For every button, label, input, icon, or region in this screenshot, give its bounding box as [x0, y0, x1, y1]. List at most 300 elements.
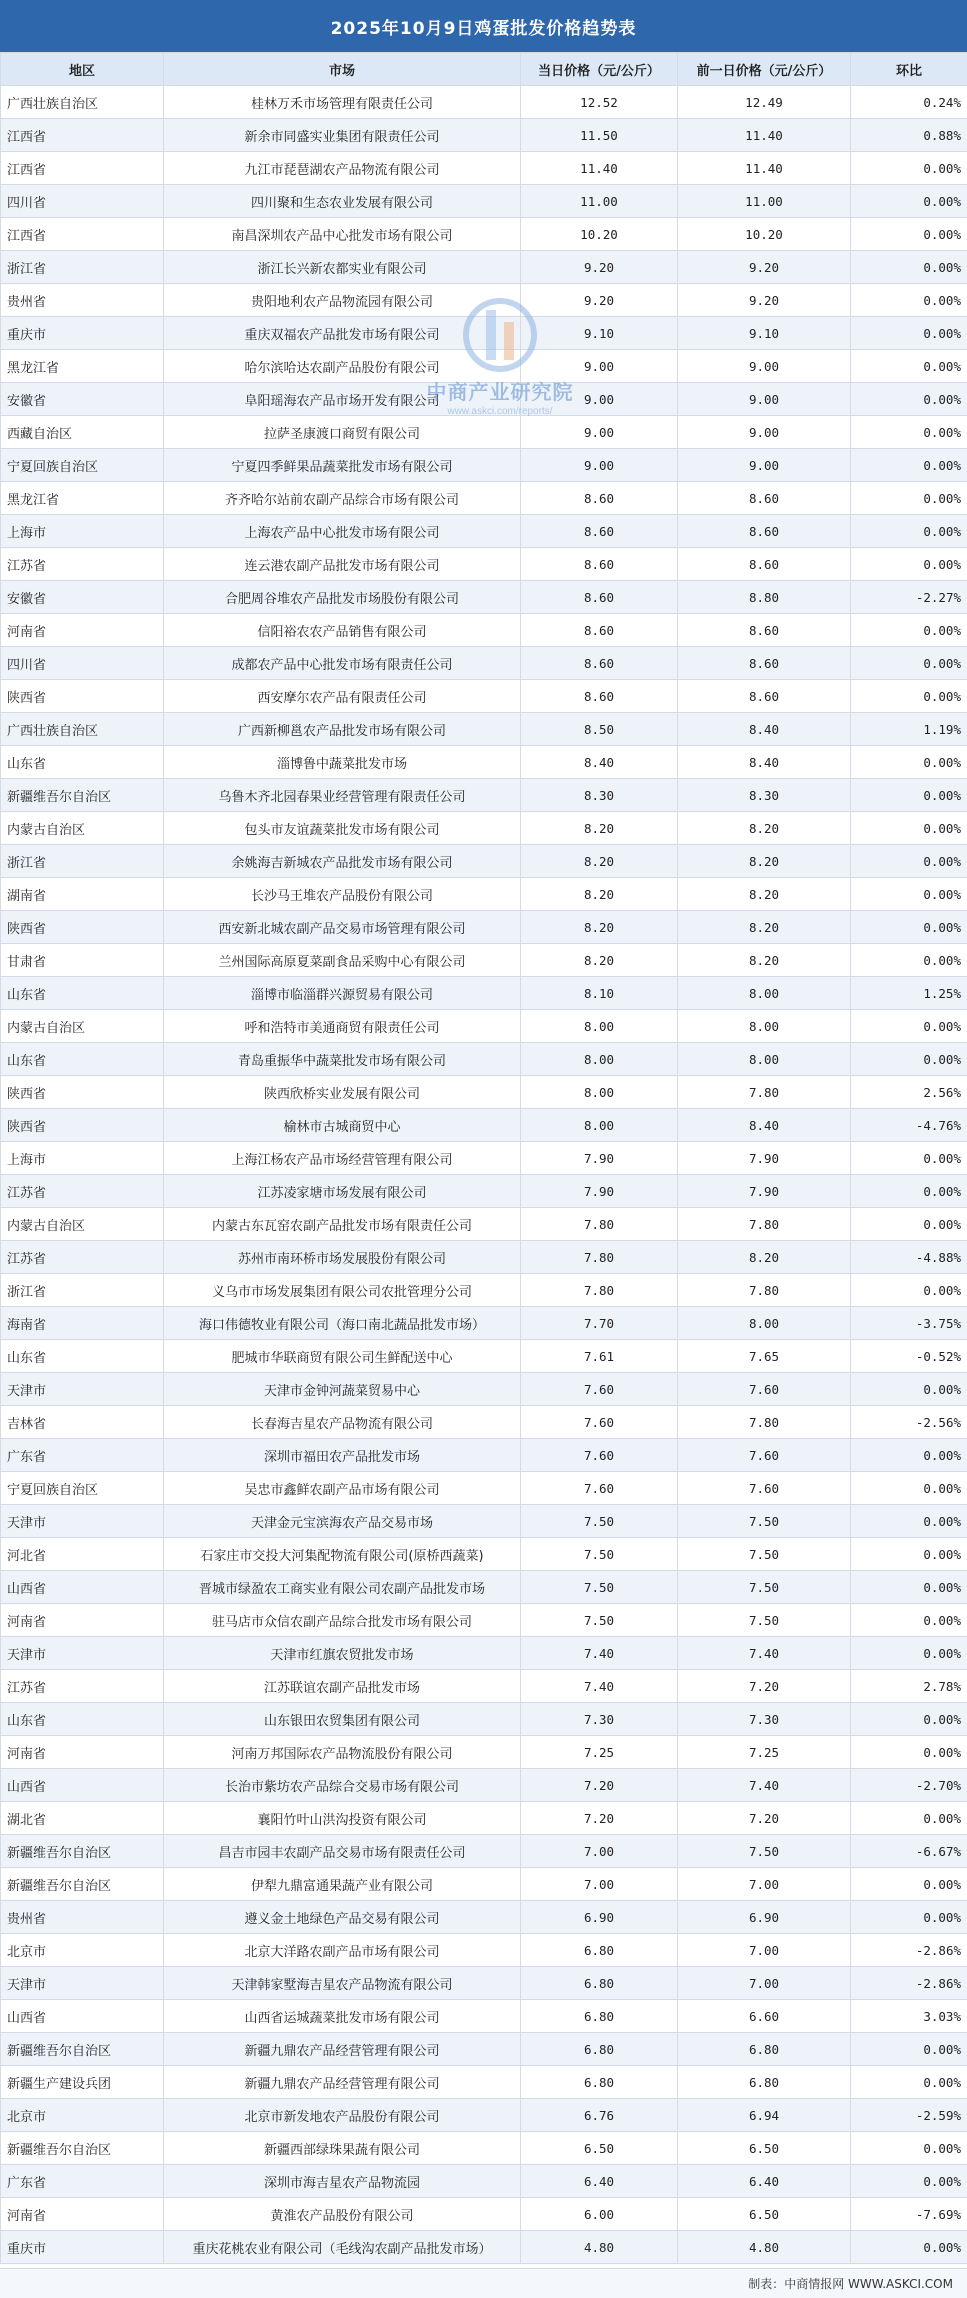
table-row — [1, 2165, 967, 2198]
prev-price-cell: 7.20 — [678, 1670, 851, 1703]
prev-price-cell: 8.60 — [678, 548, 851, 581]
region-cell: 天津市 — [1, 1505, 164, 1538]
region-cell: 天津市 — [1, 1373, 164, 1406]
market-cell: 伊犁九鼎富通果蔬产业有限公司 — [164, 1868, 521, 1901]
market-cell: 北京大洋路农副产品市场有限公司 — [164, 1934, 521, 1967]
today-price-cell: 7.80 — [521, 1274, 678, 1307]
market-cell: 长治市紫坊农产品综合交易市场有限公司 — [164, 1769, 521, 1802]
table-row — [1, 2198, 967, 2231]
region-cell: 江苏省 — [1, 1670, 164, 1703]
ratio-cell: 0.00% — [851, 1571, 967, 1604]
prev-price-cell: 8.20 — [678, 911, 851, 944]
prev-price-cell: 7.60 — [678, 1373, 851, 1406]
ratio-cell: -0.52% — [851, 1340, 967, 1373]
market-cell: 上海江杨农产品市场经营管理有限公司 — [164, 1142, 521, 1175]
market-cell: 山东银田农贸集团有限公司 — [164, 1703, 521, 1736]
table-row — [1, 515, 967, 548]
table-row — [1, 284, 967, 317]
ratio-cell: 0.24% — [851, 86, 967, 119]
prev-price-cell: 4.80 — [678, 2231, 851, 2264]
region-cell: 天津市 — [1, 1637, 164, 1670]
ratio-cell: 0.00% — [851, 482, 967, 515]
prev-price-cell: 7.00 — [678, 1868, 851, 1901]
prev-price-cell: 7.50 — [678, 1571, 851, 1604]
region-cell: 江苏省 — [1, 1175, 164, 1208]
ratio-cell: -2.86% — [851, 1934, 967, 1967]
market-cell: 信阳裕农农产品销售有限公司 — [164, 614, 521, 647]
market-cell: 驻马店市众信农副产品综合批发市场有限公司 — [164, 1604, 521, 1637]
prev-price-cell: 7.50 — [678, 1538, 851, 1571]
table-row — [1, 1043, 967, 1076]
table-row — [1, 2132, 967, 2165]
today-price-cell: 7.40 — [521, 1637, 678, 1670]
today-price-cell: 6.80 — [521, 2000, 678, 2033]
ratio-cell: 0.00% — [851, 218, 967, 251]
ratio-cell: 0.00% — [851, 383, 967, 416]
prev-price-cell: 7.80 — [678, 1076, 851, 1109]
prev-price-cell: 7.60 — [678, 1439, 851, 1472]
market-cell: 深圳市海吉星农产品物流园 — [164, 2165, 521, 2198]
prev-price-cell: 7.00 — [678, 1934, 851, 1967]
prev-price-cell: 7.80 — [678, 1406, 851, 1439]
ratio-cell: 0.00% — [851, 1208, 967, 1241]
today-price-cell: 8.00 — [521, 1043, 678, 1076]
prev-price-cell: 7.00 — [678, 1967, 851, 2000]
table-row — [1, 614, 967, 647]
table-row — [1, 746, 967, 779]
region-cell: 贵州省 — [1, 1901, 164, 1934]
today-price-cell: 8.50 — [521, 713, 678, 746]
region-cell: 西藏自治区 — [1, 416, 164, 449]
today-price-cell: 10.20 — [521, 218, 678, 251]
ratio-cell: 0.00% — [851, 1142, 967, 1175]
today-price-cell: 8.60 — [521, 614, 678, 647]
region-cell: 重庆市 — [1, 2231, 164, 2264]
prev-price-cell: 6.80 — [678, 2066, 851, 2099]
today-price-cell: 9.00 — [521, 449, 678, 482]
prev-price-cell: 9.00 — [678, 350, 851, 383]
region-cell: 黑龙江省 — [1, 482, 164, 515]
table-body — [1, 86, 967, 2264]
ratio-cell: 0.00% — [851, 1637, 967, 1670]
ratio-cell: 0.00% — [851, 515, 967, 548]
market-cell: 内蒙古东瓦窑农副产品批发市场有限责任公司 — [164, 1208, 521, 1241]
ratio-cell: 2.78% — [851, 1670, 967, 1703]
market-cell: 天津韩家墅海吉星农产品物流有限公司 — [164, 1967, 521, 2000]
today-price-cell: 11.50 — [521, 119, 678, 152]
today-price-cell: 8.60 — [521, 581, 678, 614]
market-cell: 苏州市南环桥市场发展股份有限公司 — [164, 1241, 521, 1274]
region-cell: 江苏省 — [1, 1241, 164, 1274]
ratio-cell: 0.00% — [851, 812, 967, 845]
market-cell: 广西新柳邕农产品批发市场有限公司 — [164, 713, 521, 746]
market-cell: 江苏联谊农副产品批发市场 — [164, 1670, 521, 1703]
column-header-region: 地区 — [1, 53, 164, 86]
market-cell: 吴忠市鑫鲜农副产品市场有限公司 — [164, 1472, 521, 1505]
table-row — [1, 1109, 967, 1142]
region-cell: 河南省 — [1, 2198, 164, 2231]
today-price-cell: 8.20 — [521, 845, 678, 878]
region-cell: 山东省 — [1, 1043, 164, 1076]
market-cell: 青岛重振华中蔬菜批发市场有限公司 — [164, 1043, 521, 1076]
market-cell: 遵义金土地绿色产品交易有限公司 — [164, 1901, 521, 1934]
column-header-market: 市场 — [164, 53, 521, 86]
table-row — [1, 416, 967, 449]
market-cell: 河南万邦国际农产品物流股份有限公司 — [164, 1736, 521, 1769]
today-price-cell: 7.50 — [521, 1571, 678, 1604]
ratio-cell: -2.86% — [851, 1967, 967, 2000]
ratio-cell: 0.00% — [851, 647, 967, 680]
today-price-cell: 7.00 — [521, 1835, 678, 1868]
ratio-cell: 0.00% — [851, 1043, 967, 1076]
region-cell: 江苏省 — [1, 548, 164, 581]
market-cell: 西安摩尔农产品有限责任公司 — [164, 680, 521, 713]
region-cell: 内蒙古自治区 — [1, 1208, 164, 1241]
prev-price-cell: 12.49 — [678, 86, 851, 119]
table-row — [1, 1670, 967, 1703]
today-price-cell: 6.80 — [521, 2033, 678, 2066]
region-cell: 宁夏回族自治区 — [1, 1472, 164, 1505]
market-cell: 海口伟德牧业有限公司（海口南北蔬品批发市场） — [164, 1307, 521, 1340]
ratio-cell: 0.00% — [851, 2231, 967, 2264]
today-price-cell: 9.00 — [521, 416, 678, 449]
ratio-cell: 0.00% — [851, 1538, 967, 1571]
region-cell: 山西省 — [1, 2000, 164, 2033]
prev-price-cell: 8.80 — [678, 581, 851, 614]
table-row — [1, 449, 967, 482]
prev-price-cell: 8.40 — [678, 746, 851, 779]
today-price-cell: 8.00 — [521, 1010, 678, 1043]
ratio-cell: -2.70% — [851, 1769, 967, 1802]
region-cell: 河南省 — [1, 614, 164, 647]
ratio-cell: 0.00% — [851, 1175, 967, 1208]
today-price-cell: 8.20 — [521, 911, 678, 944]
ratio-cell: 0.00% — [851, 317, 967, 350]
prev-price-cell: 8.60 — [678, 515, 851, 548]
prev-price-cell: 7.50 — [678, 1604, 851, 1637]
region-cell: 安徽省 — [1, 383, 164, 416]
market-cell: 西安新北城农副产品交易市场管理有限公司 — [164, 911, 521, 944]
today-price-cell: 8.60 — [521, 548, 678, 581]
ratio-cell: 3.03% — [851, 2000, 967, 2033]
today-price-cell: 6.80 — [521, 2066, 678, 2099]
ratio-cell: -4.76% — [851, 1109, 967, 1142]
today-price-cell: 11.00 — [521, 185, 678, 218]
ratio-cell: -2.59% — [851, 2099, 967, 2132]
ratio-cell: 0.00% — [851, 680, 967, 713]
region-cell: 山东省 — [1, 977, 164, 1010]
prev-price-cell: 7.40 — [678, 1769, 851, 1802]
region-cell: 浙江省 — [1, 1274, 164, 1307]
table-row — [1, 548, 967, 581]
table-row — [1, 2033, 967, 2066]
prev-price-cell: 7.65 — [678, 1340, 851, 1373]
market-cell: 天津市金钟河蔬菜贸易中心 — [164, 1373, 521, 1406]
table-row — [1, 1769, 967, 1802]
ratio-cell: 1.19% — [851, 713, 967, 746]
prev-price-cell: 6.50 — [678, 2198, 851, 2231]
ratio-cell: 0.00% — [851, 1703, 967, 1736]
today-price-cell: 8.20 — [521, 944, 678, 977]
prev-price-cell: 8.40 — [678, 713, 851, 746]
region-cell: 湖北省 — [1, 1802, 164, 1835]
region-cell: 陕西省 — [1, 1109, 164, 1142]
market-cell: 成都农产品中心批发市场有限责任公司 — [164, 647, 521, 680]
table-row — [1, 185, 967, 218]
region-cell: 新疆生产建设兵团 — [1, 2066, 164, 2099]
table-row — [1, 1637, 967, 1670]
today-price-cell: 7.60 — [521, 1472, 678, 1505]
today-price-cell: 9.20 — [521, 284, 678, 317]
prev-price-cell: 8.20 — [678, 845, 851, 878]
today-price-cell: 7.70 — [521, 1307, 678, 1340]
today-price-cell: 7.00 — [521, 1868, 678, 1901]
ratio-cell: 0.00% — [851, 548, 967, 581]
table-row — [1, 1373, 967, 1406]
prev-price-cell: 9.00 — [678, 416, 851, 449]
market-cell: 九江市琵琶湖农产品物流有限公司 — [164, 152, 521, 185]
ratio-cell: -2.56% — [851, 1406, 967, 1439]
market-cell: 新疆西部绿珠果蔬有限公司 — [164, 2132, 521, 2165]
prev-price-cell: 6.50 — [678, 2132, 851, 2165]
table-row — [1, 1505, 967, 1538]
today-price-cell: 9.00 — [521, 350, 678, 383]
today-price-cell: 11.40 — [521, 152, 678, 185]
today-price-cell: 8.20 — [521, 812, 678, 845]
region-cell: 广东省 — [1, 1439, 164, 1472]
table-row — [1, 1010, 967, 1043]
region-cell: 山西省 — [1, 1769, 164, 1802]
ratio-cell: 0.00% — [851, 746, 967, 779]
region-cell: 广西壮族自治区 — [1, 713, 164, 746]
table-row — [1, 317, 967, 350]
table-row — [1, 878, 967, 911]
region-cell: 广东省 — [1, 2165, 164, 2198]
table-row — [1, 2000, 967, 2033]
today-price-cell: 7.80 — [521, 1241, 678, 1274]
market-cell: 长沙马王堆农产品股份有限公司 — [164, 878, 521, 911]
prev-price-cell: 7.40 — [678, 1637, 851, 1670]
market-cell: 淄博鲁中蔬菜批发市场 — [164, 746, 521, 779]
ratio-cell: 0.00% — [851, 1472, 967, 1505]
prev-price-cell: 6.80 — [678, 2033, 851, 2066]
market-cell: 天津金元宝滨海农产品交易市场 — [164, 1505, 521, 1538]
region-cell: 北京市 — [1, 2099, 164, 2132]
ratio-cell: -3.75% — [851, 1307, 967, 1340]
today-price-cell: 7.90 — [521, 1142, 678, 1175]
prev-price-cell: 11.40 — [678, 152, 851, 185]
today-price-cell: 7.40 — [521, 1670, 678, 1703]
ratio-cell: 0.00% — [851, 1010, 967, 1043]
prev-price-cell: 9.00 — [678, 383, 851, 416]
table-row — [1, 1406, 967, 1439]
table-row — [1, 1868, 967, 1901]
prev-price-cell: 11.00 — [678, 185, 851, 218]
table-row — [1, 680, 967, 713]
ratio-cell: 0.00% — [851, 911, 967, 944]
region-cell: 广西壮族自治区 — [1, 86, 164, 119]
table-row — [1, 119, 967, 152]
table-row — [1, 911, 967, 944]
market-cell: 北京市新发地农产品股份有限公司 — [164, 2099, 521, 2132]
prev-price-cell: 7.20 — [678, 1802, 851, 1835]
today-price-cell: 7.20 — [521, 1802, 678, 1835]
market-cell: 新疆九鼎农产品经营管理有限公司 — [164, 2033, 521, 2066]
today-price-cell: 6.40 — [521, 2165, 678, 2198]
market-cell: 榆林市古城商贸中心 — [164, 1109, 521, 1142]
ratio-cell: -4.88% — [851, 1241, 967, 1274]
ratio-cell: 0.00% — [851, 1274, 967, 1307]
table-row — [1, 1175, 967, 1208]
prev-price-cell: 8.20 — [678, 812, 851, 845]
today-price-cell: 9.10 — [521, 317, 678, 350]
today-price-cell: 7.25 — [521, 1736, 678, 1769]
region-cell: 江西省 — [1, 152, 164, 185]
table-row — [1, 1142, 967, 1175]
ratio-cell: 0.00% — [851, 1505, 967, 1538]
table-row — [1, 977, 967, 1010]
ratio-cell: 0.00% — [851, 251, 967, 284]
table-row — [1, 1307, 967, 1340]
table-row — [1, 647, 967, 680]
market-cell: 深圳市福田农产品批发市场 — [164, 1439, 521, 1472]
market-cell: 石家庄市交投大河集配物流有限公司(原桥西蔬菜) — [164, 1538, 521, 1571]
today-price-cell: 8.40 — [521, 746, 678, 779]
region-cell: 海南省 — [1, 1307, 164, 1340]
ratio-cell: -6.67% — [851, 1835, 967, 1868]
market-cell: 新余市同盛实业集团有限责任公司 — [164, 119, 521, 152]
table-row — [1, 1604, 967, 1637]
region-cell: 陕西省 — [1, 680, 164, 713]
ratio-cell: -2.27% — [851, 581, 967, 614]
region-cell: 山东省 — [1, 1340, 164, 1373]
prev-price-cell: 7.50 — [678, 1505, 851, 1538]
prev-price-cell: 8.00 — [678, 977, 851, 1010]
table-row — [1, 1340, 967, 1373]
today-price-cell: 7.20 — [521, 1769, 678, 1802]
region-cell: 浙江省 — [1, 845, 164, 878]
region-cell: 江西省 — [1, 119, 164, 152]
ratio-cell: 0.00% — [851, 1802, 967, 1835]
ratio-cell: 0.00% — [851, 185, 967, 218]
prev-price-cell: 7.80 — [678, 1274, 851, 1307]
today-price-cell: 7.60 — [521, 1439, 678, 1472]
today-price-cell: 8.30 — [521, 779, 678, 812]
today-price-cell: 7.90 — [521, 1175, 678, 1208]
column-header-today-price: 当日价格（元/公斤） — [521, 53, 678, 86]
prev-price-cell: 8.60 — [678, 614, 851, 647]
footer-credit: 制表：中商情报网 WWW.ASKCI.COM — [0, 2268, 967, 2298]
today-price-cell: 7.60 — [521, 1373, 678, 1406]
ratio-cell: 0.00% — [851, 2132, 967, 2165]
market-cell: 宁夏四季鲜果品蔬菜批发市场有限公司 — [164, 449, 521, 482]
ratio-cell: -7.69% — [851, 2198, 967, 2231]
market-cell: 陕西欣桥实业发展有限公司 — [164, 1076, 521, 1109]
today-price-cell: 7.60 — [521, 1406, 678, 1439]
ratio-cell: 0.00% — [851, 1868, 967, 1901]
today-price-cell: 6.00 — [521, 2198, 678, 2231]
prev-price-cell: 8.60 — [678, 647, 851, 680]
ratio-cell: 0.00% — [851, 1373, 967, 1406]
region-cell: 四川省 — [1, 185, 164, 218]
region-cell: 河北省 — [1, 1538, 164, 1571]
ratio-cell: 0.00% — [851, 1736, 967, 1769]
prev-price-cell: 8.20 — [678, 944, 851, 977]
market-cell: 肥城市华联商贸有限公司生鲜配送中心 — [164, 1340, 521, 1373]
prev-price-cell: 7.80 — [678, 1208, 851, 1241]
today-price-cell: 8.10 — [521, 977, 678, 1010]
market-cell: 阜阳瑶海农产品市场开发有限公司 — [164, 383, 521, 416]
region-cell: 吉林省 — [1, 1406, 164, 1439]
today-price-cell: 8.00 — [521, 1076, 678, 1109]
table-row — [1, 251, 967, 284]
ratio-cell: 0.00% — [851, 1901, 967, 1934]
region-cell: 陕西省 — [1, 1076, 164, 1109]
region-cell: 四川省 — [1, 647, 164, 680]
table-row — [1, 845, 967, 878]
market-cell: 义乌市市场发展集团有限公司农批管理分公司 — [164, 1274, 521, 1307]
today-price-cell: 7.61 — [521, 1340, 678, 1373]
prev-price-cell: 7.50 — [678, 1835, 851, 1868]
region-cell: 甘肃省 — [1, 944, 164, 977]
prev-price-cell: 11.40 — [678, 119, 851, 152]
market-cell: 包头市友谊蔬菜批发市场有限公司 — [164, 812, 521, 845]
prev-price-cell: 7.90 — [678, 1175, 851, 1208]
ratio-cell: 1.25% — [851, 977, 967, 1010]
table-row — [1, 2066, 967, 2099]
region-cell: 新疆维吾尔自治区 — [1, 2033, 164, 2066]
region-cell: 新疆维吾尔自治区 — [1, 1835, 164, 1868]
region-cell: 陕西省 — [1, 911, 164, 944]
table-row — [1, 1802, 967, 1835]
table-row — [1, 1934, 967, 1967]
prev-price-cell: 7.90 — [678, 1142, 851, 1175]
region-cell: 山东省 — [1, 746, 164, 779]
market-cell: 晋城市绿盈农工商实业有限公司农副产品批发市场 — [164, 1571, 521, 1604]
prev-price-cell: 6.94 — [678, 2099, 851, 2132]
price-table — [0, 52, 967, 2264]
today-price-cell: 8.60 — [521, 647, 678, 680]
today-price-cell: 6.90 — [521, 1901, 678, 1934]
table-row — [1, 713, 967, 746]
ratio-cell: 0.00% — [851, 449, 967, 482]
prev-price-cell: 9.10 — [678, 317, 851, 350]
prev-price-cell: 8.30 — [678, 779, 851, 812]
table-row — [1, 350, 967, 383]
region-cell: 新疆维吾尔自治区 — [1, 2132, 164, 2165]
table-row — [1, 812, 967, 845]
ratio-cell: 2.56% — [851, 1076, 967, 1109]
today-price-cell: 8.60 — [521, 482, 678, 515]
region-cell: 新疆维吾尔自治区 — [1, 1868, 164, 1901]
market-cell: 山西省运城蔬菜批发市场有限公司 — [164, 2000, 521, 2033]
market-cell: 乌鲁木齐北园春果业经营管理有限责任公司 — [164, 779, 521, 812]
table-row — [1, 1967, 967, 2000]
table-row — [1, 218, 967, 251]
market-cell: 江苏凌家塘市场发展有限公司 — [164, 1175, 521, 1208]
market-cell: 上海农产品中心批发市场有限公司 — [164, 515, 521, 548]
region-cell: 山西省 — [1, 1571, 164, 1604]
prev-price-cell: 8.20 — [678, 1241, 851, 1274]
table-row — [1, 1538, 967, 1571]
table-row — [1, 1241, 967, 1274]
market-cell: 拉萨圣康渡口商贸有限公司 — [164, 416, 521, 449]
ratio-cell: 0.00% — [851, 614, 967, 647]
ratio-cell: 0.00% — [851, 1439, 967, 1472]
prev-price-cell: 8.00 — [678, 1307, 851, 1340]
today-price-cell: 8.60 — [521, 680, 678, 713]
today-price-cell: 12.52 — [521, 86, 678, 119]
